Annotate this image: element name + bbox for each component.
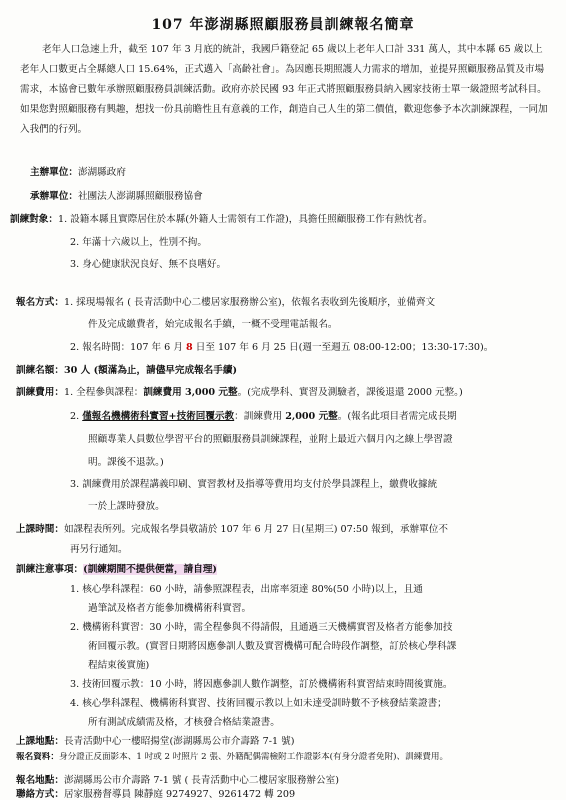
reg-place-value: 澎湖縣馬公市介壽路 7-1 號 ( 長青活動中心二樓居家服務辦公室) xyxy=(63,775,339,786)
registration-row xyxy=(16,294,435,308)
quota-row xyxy=(16,362,237,376)
fee-item-3: 3. 訓練費用於課程講義印刷、實習教材及指導等費用均支付於學員課程上，繳費收據統 xyxy=(70,479,438,490)
trainees-row xyxy=(10,211,433,225)
document-title: 107 年澎湖縣照顧服務員訓練報名簡章 xyxy=(151,17,415,33)
contractor-value: 社團法人澎湖縣照顧服務協會 xyxy=(77,191,203,202)
notes-row xyxy=(16,561,217,575)
contractor-label: 承辦單位： xyxy=(30,191,78,202)
fee-item-2 xyxy=(70,408,457,422)
note-3: 3. 技術回覆示教：10 小時，將因應參訓人數作調整，訂於機構術科實習結束時間後實施。 xyxy=(70,679,453,690)
notes-label: 訓練注意事項： xyxy=(16,564,84,575)
schedule-label: 上課時間： xyxy=(16,524,64,535)
fee-item-2-option: 僅報名機構術科實習+技術回覆示教 xyxy=(82,411,235,422)
note-2-line3: 程結束後實施) xyxy=(88,660,150,671)
schedule-line-2: 再另行通知。 xyxy=(70,544,128,555)
fee-item-2-num: 2. xyxy=(70,411,83,422)
location-label: 上課地點： xyxy=(16,736,64,747)
note-2: 2. 機構術科實習：30 小時，需全程參與不得請假，且通過三天機構實習及格者方能參加技 xyxy=(70,622,453,633)
documents-row xyxy=(16,752,552,772)
fee-item-2-line3: 明。課後不退款。) xyxy=(88,457,164,468)
intro-paragraph: 老年人口急速上升，截至 107 年 3 月底的統計，我國戶籍登記 65 歲以上老年人口計 331 萬人，其中本縣 65 歲以上老年人口數更占全縣總人口 15.64%，正式邁入「高齡社會」。為因應長期照護人力需求的增加，並提昇照顧服務品質及市場需求，本協會已數年承辦照顧服務員訓練活動。政府亦於民國 93 年正式將照顧服務員納入國家技術士單一級證照考試科目。如果您對照顧服務有興趣，想找一份具前瞻性且有意義的工作，創造自己人生的第二價值，歡迎您參予本次訓練課程，一同加入我們的行列。 xyxy=(20,44,548,135)
fee-item-2-note: 。(報名此項目者需完成長期 xyxy=(337,411,457,422)
location-row xyxy=(16,733,294,747)
trainee-item-3: 3. 身心健康狀況良好、無不良嗜好。 xyxy=(70,259,227,270)
note-2-line2: 術回覆示教。(實習日期將因應參訓人數及實習機構可配合時段作調整，訂於核心學科課 xyxy=(88,641,457,652)
schedule-row xyxy=(16,521,448,535)
fee-item-1-amount: 訓練費用 3,000 元整 xyxy=(143,387,238,398)
registration-item-1-cont: 件及完成繳費者，始完成報名手續，一概不受理電話報名。 xyxy=(88,319,338,330)
note-1: 1. 核心學科課程：60 小時，請參照課程表，出席率須達 80%(50 小時)以上，且通 xyxy=(70,584,423,595)
fees-label: 訓練費用： xyxy=(16,387,64,398)
fee-item-3-line2: 一於上課時發放。 xyxy=(88,501,165,512)
trainees-label: 訓練對象： xyxy=(10,214,58,225)
fee-item-2-mid: ：訓練費用 xyxy=(234,411,286,422)
note-1-line2: 過筆試及格者方能參加機構術科實習。 xyxy=(88,603,252,614)
documents-label: 報名資料： xyxy=(16,752,59,762)
fee-item-1-prefix: 1. 全程參與課程： xyxy=(63,387,144,398)
reg-place-row xyxy=(16,772,339,786)
registration-item-1: 1. 採現場報名 ( 長青活動中心二樓居家服務辦公室)，依報名表收到先後順序，並備齊文 xyxy=(63,297,436,308)
organizer-row xyxy=(30,164,126,178)
fee-item-2-amount: 2,000 元整 xyxy=(285,411,338,422)
contact-label: 聯絡方式： xyxy=(16,789,64,800)
fee-item-1-note: 。(完成學科、實習及測驗者，課後退還 2000 元整。) xyxy=(237,387,463,398)
registration-start-day: 8 xyxy=(185,342,193,353)
documents-line-2: 訓練費用。 xyxy=(405,752,449,762)
notes-highlight: (訓練期間不提供便當，請自理) xyxy=(83,564,217,575)
fees-row xyxy=(16,384,463,398)
organizer-value: 澎湖縣政府 xyxy=(77,167,126,178)
reg-place-label: 報名地點： xyxy=(16,775,64,786)
contact-row xyxy=(16,786,295,800)
note-4: 4. 核心學科課程、機構術科實習、技術回覆示教以上如未達受訓時數不予核發結業證書； xyxy=(70,698,447,709)
registration-item-2 xyxy=(70,339,493,353)
documents-line-1: 身分證正反面影本、1 吋或 2 吋照片 2 張、外籍配偶需檢附工作證影本(有身分證者免附)、 xyxy=(58,752,406,762)
trainee-item-1: 1. 設籍本縣且實際居住於本縣(外籍人士需領有工作證)，具擔任照顧服務工作有熱忱者。 xyxy=(57,214,433,225)
schedule-line-1: 如課程表所列。完成報名學員敬請於 107 年 6 月 27 日(星期三) 07:50 報到，承辦單位不 xyxy=(63,524,448,535)
location-value: 長青活動中心一樓昭揚堂(澎湖縣馬公市介壽路 7-1 號) xyxy=(63,736,295,747)
fee-item-2-line2: 照顧專業人員數位學習平台的照顧服務員訓練課程，並附上最近六個月內之線上學習證 xyxy=(88,434,453,445)
registration-time-suffix: 日至 107 年 6 月 25 日(週一至週五 08:00-12:00；13:30-17:30)。 xyxy=(192,342,494,353)
contact-value: 居家服務督導員 陳靜庭 9274927、9261472 轉 209 xyxy=(63,789,296,800)
note-4-line2: 所有測試成績需及格，才核發合格結業證書。 xyxy=(88,717,280,728)
quota-value: 30 人 (額滿為止，請儘早完成報名手續) xyxy=(63,365,237,376)
trainee-item-2: 2. 年滿十六歲以上，性別不拘。 xyxy=(70,237,207,248)
quota-label: 訓練名額： xyxy=(16,365,64,376)
contractor-row xyxy=(30,188,203,202)
organizer-label: 主辦單位： xyxy=(30,167,78,178)
registration-time-prefix: 2. 報名時間：107 年 6 月 xyxy=(70,342,186,353)
registration-label: 報名方式： xyxy=(16,297,64,308)
